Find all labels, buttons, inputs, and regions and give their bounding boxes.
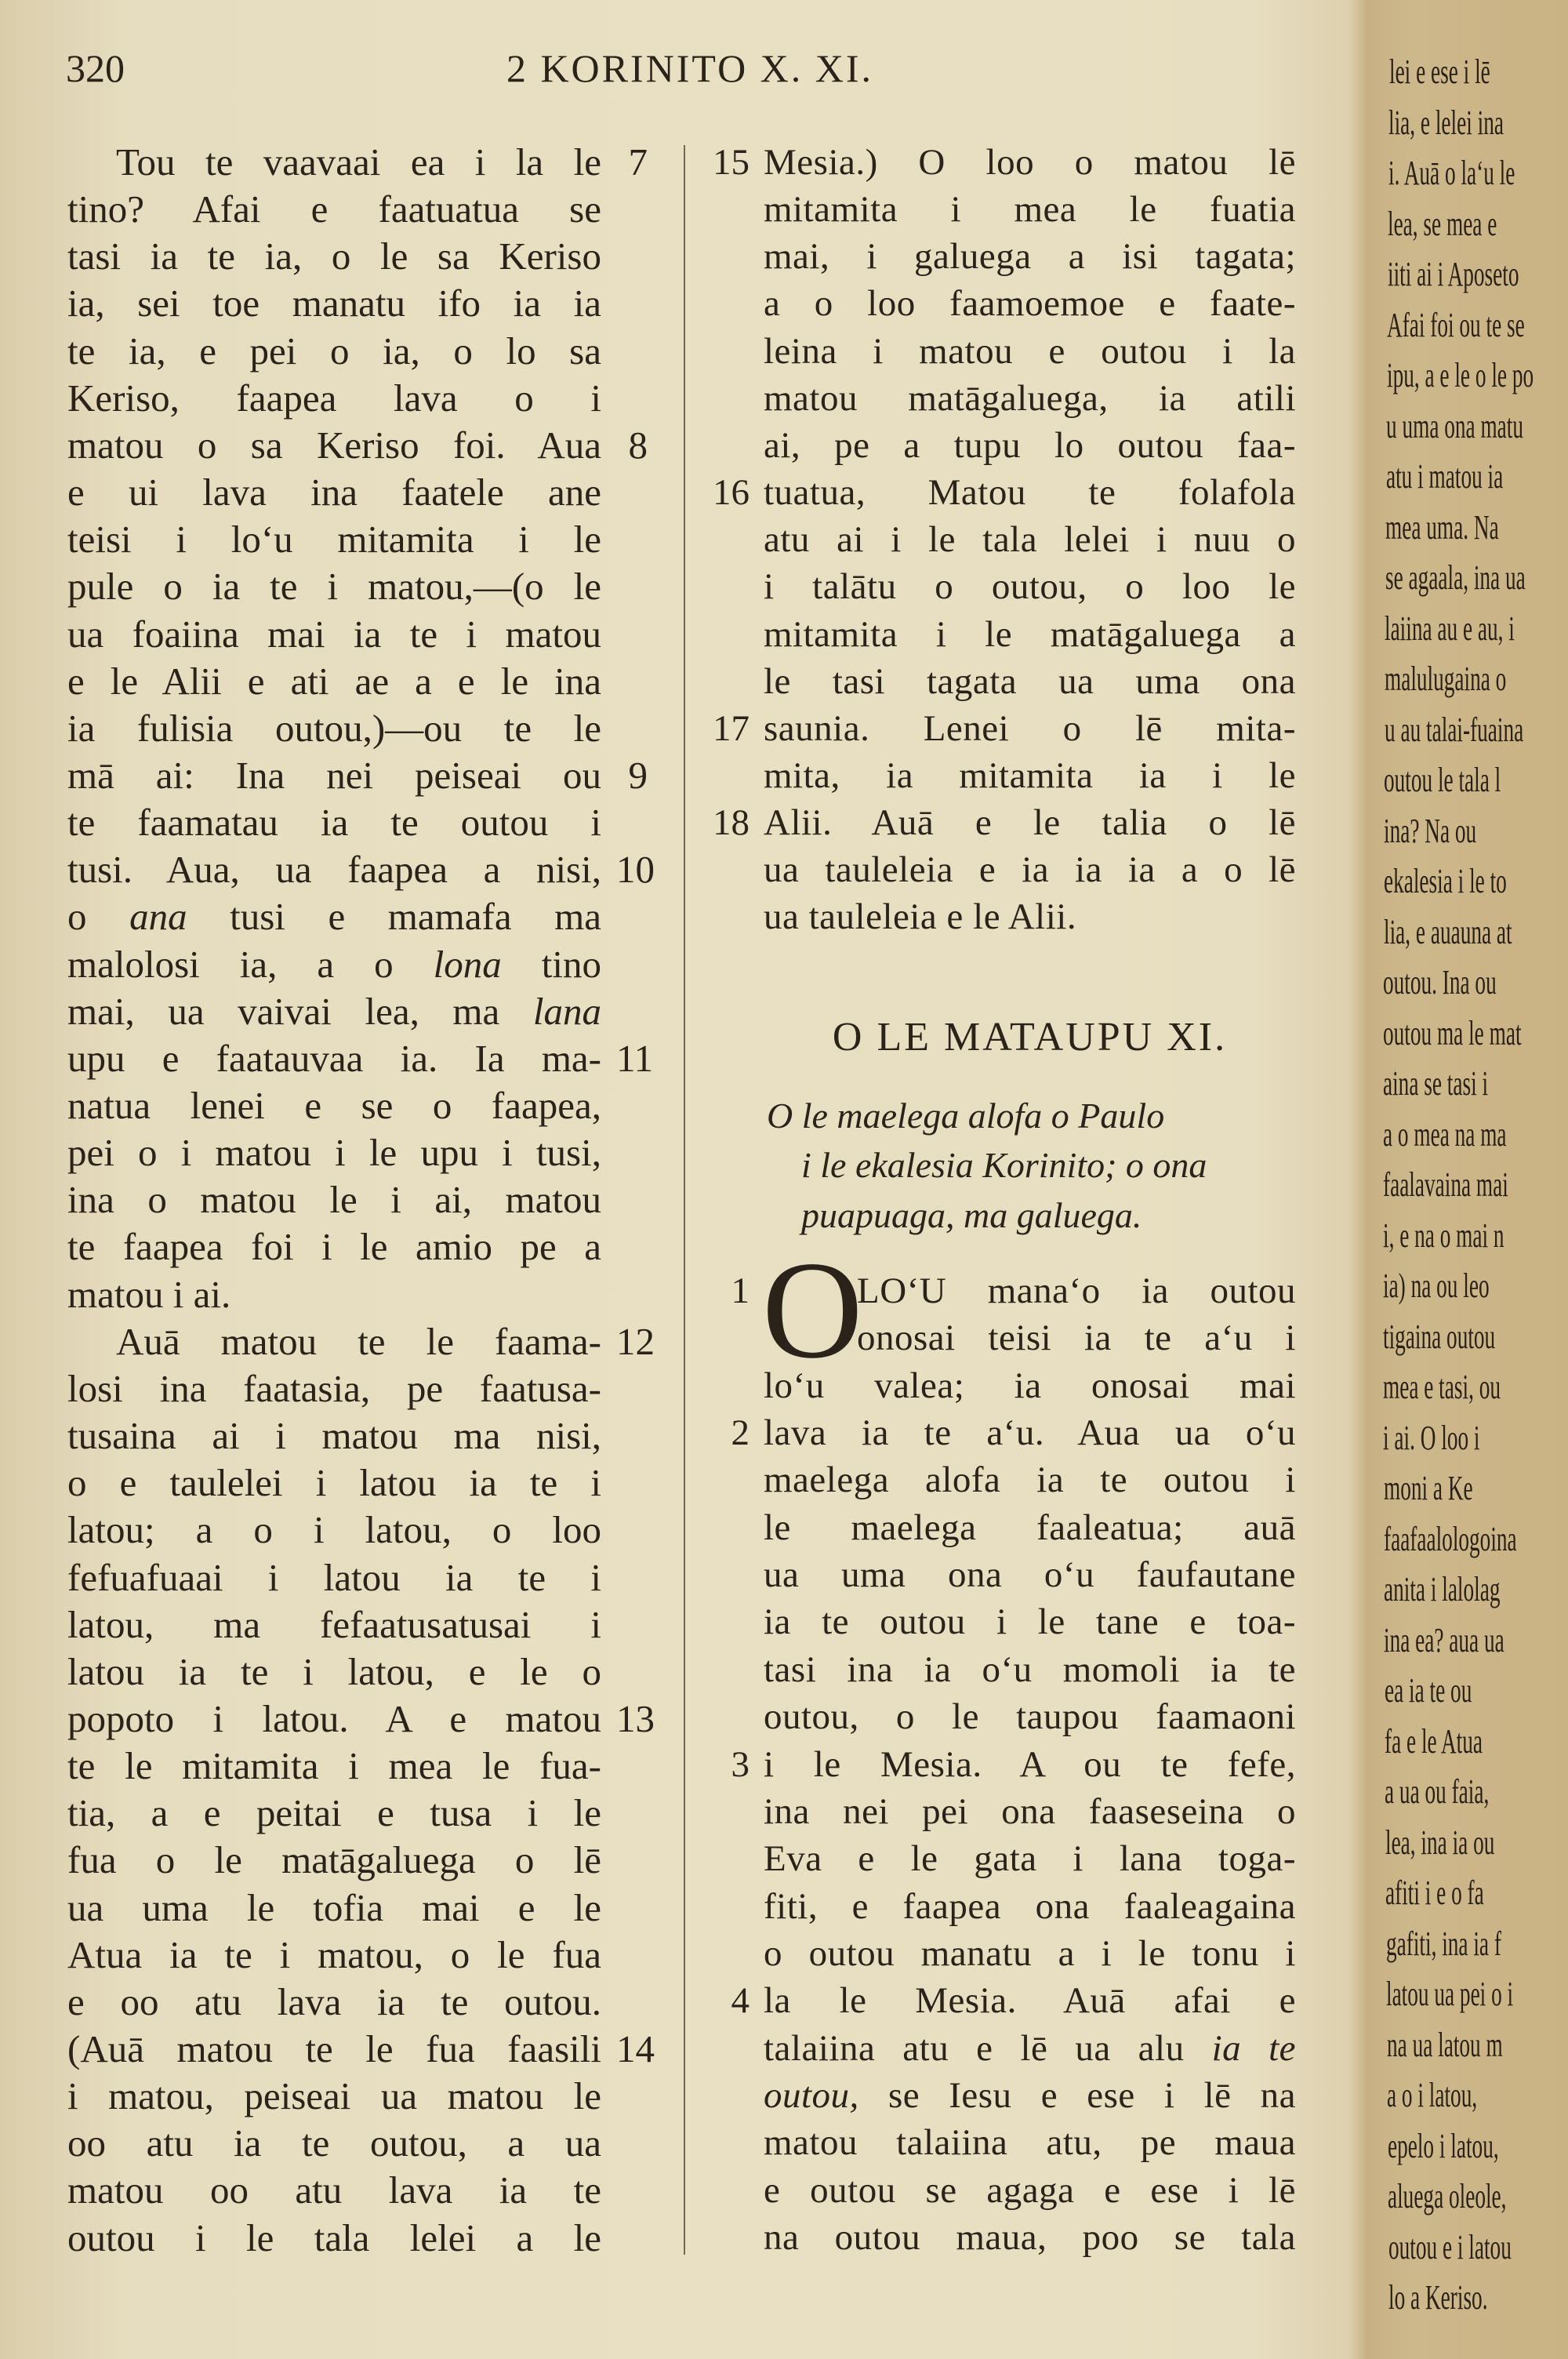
text-line: latou ia te i latou, e le o <box>67 1650 601 1693</box>
verse-number: 12 <box>616 1320 655 1363</box>
text-line: fiti, e faapea ona faaleagaina <box>764 1886 1296 1927</box>
facing-page-text-line: anita i lalolag <box>1384 1570 1501 1608</box>
facing-page-text-line: ea ia te ou <box>1385 1671 1472 1710</box>
facing-page-text-line: lea, ina ia ou <box>1385 1823 1495 1862</box>
text-line: losi ina faatasia, pe faatusa- <box>67 1367 601 1410</box>
text-line: atu ai i le tala lelei i nuu o <box>764 519 1296 560</box>
text-line <box>67 988 601 1035</box>
facing-page-text-line: faafaalologoina <box>1384 1520 1517 1558</box>
text-line: pei o i matou i le upu i tusi, <box>67 1131 601 1174</box>
text-span: tino <box>501 943 601 986</box>
text-line: tasi ia te ia, o le sa Keriso <box>67 234 601 278</box>
facing-page-text-line: se agaala, ina ua <box>1385 558 1526 597</box>
text-line: leina i matou e outou i la <box>764 331 1296 372</box>
verse-number: 1 <box>731 1270 750 1311</box>
chapter-summary-line: O le maelega alofa o Paulo <box>767 1096 1165 1136</box>
text-line <box>67 941 601 988</box>
chapter-summary-line: puapuaga, ma galuega. <box>801 1195 1142 1235</box>
text-line: e outou se agaga e ese i lē <box>764 2170 1296 2211</box>
text-line: Atua ia te i matou, o le fua <box>67 1933 601 1976</box>
facing-page-text-line: lia, e auauna at <box>1384 913 1512 951</box>
text-line: i le Mesia. A ou te fefe, <box>764 1744 1296 1785</box>
facing-page-text-line: atu i matou ia <box>1386 457 1504 496</box>
text-line <box>764 2072 1296 2119</box>
verse-number: 10 <box>616 848 655 891</box>
text-line: mai, i galuega a isi tagata; <box>764 236 1296 277</box>
text-line: e oo atu lava ia te outou. <box>67 1980 601 2023</box>
text-line: saunia. Lenei o lē mita- <box>764 708 1296 749</box>
facing-page-text-line: outou le tala l <box>1384 761 1501 799</box>
text-line: i talātu o outou, o loo le <box>764 566 1296 607</box>
italic-text: lona <box>433 943 502 986</box>
text-line: natua lenei e se o faapea, <box>67 1084 601 1127</box>
column-divider <box>684 145 685 2255</box>
text-span: talaiina atu e lē ua alu <box>764 2028 1212 2069</box>
text-line: latou; a o i latou, o loo <box>67 1508 601 1551</box>
text-line: o outou manatu a i le tonu i <box>764 1933 1296 1974</box>
text-line: Keriso, faapea lava o i <box>67 376 601 420</box>
text-line: Eva e le gata i lana toga- <box>764 1838 1296 1879</box>
text-line: te le mitamita i mea le fua- <box>67 1744 601 1787</box>
text-line: (Auā matou te le fua faasili <box>67 2027 601 2070</box>
verse-number: 3 <box>731 1744 750 1785</box>
facing-page-text-line: tigaina outou <box>1383 1318 1496 1356</box>
facing-page-text-line: outou ma le mat <box>1383 1014 1522 1052</box>
italic-text: lana <box>532 990 601 1033</box>
facing-page-text-line: outou. Ina ou <box>1383 963 1497 1001</box>
facing-page-text-line: faalavaina mai <box>1383 1165 1508 1204</box>
text-line: outou, o le taupou faamaoni <box>764 1696 1296 1737</box>
text-line: teisi i lo‘u mitamita i le <box>67 518 601 561</box>
facing-page-text-line: a o i latou, <box>1387 2076 1478 2114</box>
facing-page-text-line: i ai. O loo i <box>1383 1419 1480 1457</box>
text-line: e ui lava ina faatele ane <box>67 471 601 514</box>
text-line: e le Alii e ati ae a e le ina <box>67 660 601 703</box>
facing-page-text-line: ina ea? aua ua <box>1384 1621 1504 1659</box>
text-line: la le Mesia. Auā afai e <box>764 1980 1296 2021</box>
verse-number: 16 <box>713 472 750 513</box>
text-span: mai, ua vaivai lea, ma <box>67 990 533 1033</box>
text-line: outou i le tala lelei a le <box>67 2216 601 2259</box>
facing-page-text-line: fa e le Atua <box>1385 1722 1483 1761</box>
text-line: ai, pe a tupu lo outou faa- <box>764 425 1296 466</box>
text-line: i matou, peiseai ua matou le <box>67 2074 601 2117</box>
chapter-summary-line: i le ekalesia Korinito; o ona <box>801 1145 1207 1185</box>
text-line: mitamita i le matāgaluega a <box>764 614 1296 655</box>
text-line: ua tauleleia e ia ia ia a o lē <box>764 849 1296 890</box>
facing-page-text-line: mea e tasi, ou <box>1383 1368 1501 1406</box>
facing-page-text-line: ekalesia i le to <box>1384 862 1507 900</box>
text-line: pule o ia te i matou,—(o le <box>67 565 601 608</box>
verse-number: 8 <box>628 423 648 467</box>
text-span: tusi e mamafa ma <box>187 895 601 938</box>
text-span: o <box>67 895 130 938</box>
text-line: matou matāgaluega, ia atili <box>764 378 1296 419</box>
text-line: ua tauleleia e le Alii. <box>764 896 1077 937</box>
text-line: ua uma ona o‘u faufautane <box>764 1554 1296 1595</box>
text-line: matou i ai. <box>67 1273 231 1316</box>
facing-page-text-line: lia, e lelei ina <box>1388 104 1504 142</box>
text-span: se Iesu e ese i lē na <box>858 2075 1296 2116</box>
text-line: te faamatau ia te outou i <box>67 801 601 844</box>
verse-number: 18 <box>713 802 750 843</box>
text-line <box>764 2025 1296 2072</box>
facing-page-text-line: aina se tasi i <box>1383 1064 1489 1103</box>
facing-page-text-line: outou e i latou <box>1388 2228 1512 2266</box>
facing-page-text-line: lea, se mea e <box>1388 205 1497 243</box>
text-line: tuatua, Matou te folafola <box>764 472 1296 513</box>
text-line: na outou maua, poo se tala <box>764 2217 1296 2258</box>
text-line: matou talaiina atu, pe maua <box>764 2122 1296 2163</box>
text-line <box>67 893 601 940</box>
text-line: ina nei pei ona faaseseina o <box>764 1791 1296 1832</box>
verse-number: 2 <box>731 1412 750 1453</box>
text-line: Tou te vaavaai ea i la le <box>116 140 601 184</box>
text-line: fua o le matāgaluega o lē <box>67 1838 601 1881</box>
text-line: tusi. Aua, ua faapea a nisi, <box>67 848 601 891</box>
text-line: tia, a e peitai e tusa i le <box>67 1791 601 1834</box>
verse-number: 17 <box>713 708 750 749</box>
facing-page-text-line: epelo i latou, <box>1388 2127 1499 2165</box>
italic-text: outou, <box>764 2075 859 2116</box>
facing-page-text-line: mea uma. Na <box>1385 508 1499 547</box>
text-line: LO‘U mana‘o ia outou <box>857 1270 1296 1311</box>
text-line: Auā matou te le faama- <box>116 1320 601 1363</box>
italic-text: ia te <box>1211 2028 1296 2069</box>
verse-number: 15 <box>713 142 750 183</box>
facing-page-text-line: ipu, a e le o le po <box>1387 356 1534 394</box>
facing-page-text-line: iiti ai i Aposeto <box>1388 255 1519 293</box>
text-line: oo atu ia te outou, a ua <box>67 2121 601 2165</box>
text-line: maelega alofa ia te outou i <box>764 1459 1296 1500</box>
text-line: latou, ma fefaatusatusai i <box>67 1603 601 1646</box>
text-line: popoto i latou. A e matou <box>67 1697 601 1740</box>
verse-number: 14 <box>616 2027 655 2070</box>
text-line: te faapea foi i le amio pe a <box>67 1225 601 1268</box>
italic-text: ana <box>129 895 187 938</box>
facing-page-text-line: a ua ou faia, <box>1385 1772 1490 1811</box>
running-head: 2 KORINITO X. XI. <box>506 46 874 90</box>
facing-page-text-line: na ua latou m <box>1387 2026 1503 2064</box>
text-line: te ia, e pei o ia, o lo sa <box>67 329 601 373</box>
text-line: Alii. Auā e le talia o lē <box>764 802 1296 843</box>
facing-page-text-line: afiti i e o fa <box>1385 1874 1484 1912</box>
facing-page-text-line: lei e ese i lē <box>1389 53 1490 91</box>
text-line: mā ai: Ina nei peiseai ou <box>67 754 601 797</box>
text-line: a o loo faamoemoe e faate- <box>764 283 1296 324</box>
text-line: o e taulelei i latou ia te i <box>67 1461 601 1504</box>
text-line: ua uma le tofia mai e le <box>67 1886 601 1929</box>
text-line: onosai teisi ia te a‘u i <box>857 1318 1296 1358</box>
page-number: 320 <box>66 46 125 90</box>
facing-page-text-line: laiina au e au, i <box>1385 609 1515 648</box>
text-line: upu e faatauvaa ia. Ia ma- <box>67 1037 601 1080</box>
facing-page-edge <box>1372 47 1568 2359</box>
text-line: ia fulisia outou,)—ou te le <box>67 707 601 750</box>
text-line: le tasi tagata ua uma ona <box>764 661 1296 702</box>
facing-page-text-line: latou ua pei o i <box>1386 1975 1514 2013</box>
facing-page-text-line: u uma ona matu <box>1386 407 1524 445</box>
text-line: ia, sei toe manatu ifo ia ia <box>67 282 601 325</box>
facing-page-text-line: lo a Keriso. <box>1388 2278 1488 2317</box>
facing-page-text-line: moni a Ke <box>1384 1469 1473 1507</box>
facing-page-text-line: Afai foi ou te se <box>1387 306 1525 344</box>
facing-page-text-line: ia) na ou leo <box>1383 1267 1490 1305</box>
facing-page-text-line: malulugaina o <box>1385 660 1507 698</box>
text-line: mitamita i mea le fuatia <box>764 189 1296 230</box>
facing-page-text-line: ina? Na ou <box>1384 812 1477 850</box>
verse-number: 7 <box>628 140 648 184</box>
text-line: fefuafuaai i latou ia te i <box>67 1556 601 1599</box>
facing-page-text-line: i. Auā o la‘u le <box>1388 154 1515 192</box>
text-line: mita, ia mitamita ia i le <box>764 755 1296 796</box>
facing-page-text-line: aluega oleole, <box>1388 2177 1507 2215</box>
verse-number: 11 <box>616 1037 654 1080</box>
text-line: ina o matou le i ai, matou <box>67 1178 601 1221</box>
text-line: matou oo atu lava ia te <box>67 2168 601 2212</box>
drop-cap: O <box>762 1232 863 1387</box>
text-line: tasi ina ia o‘u momoli ia te <box>764 1649 1296 1690</box>
facing-page-text-line: a o mea na ma <box>1383 1115 1507 1154</box>
text-line: le maelega faaleatua; auā <box>764 1507 1296 1548</box>
verse-number: 13 <box>616 1697 655 1740</box>
text-line: matou o sa Keriso foi. Aua <box>67 423 601 467</box>
text-line: lava ia te a‘u. Aua ua o‘u <box>764 1412 1296 1453</box>
text-line: lo‘u valea; ia onosai mai <box>764 1365 1296 1406</box>
text-line: tusaina ai i matou ma nisi, <box>67 1414 601 1457</box>
text-line: ia te outou i le tane e toa- <box>764 1601 1296 1642</box>
facing-page-text-line: u au talai-fuaina <box>1385 711 1524 749</box>
facing-page-text-line: i, e na o mai n <box>1383 1216 1504 1255</box>
verse-number: 9 <box>628 754 648 797</box>
chapter-heading: O LE MATAUPU XI. <box>832 1015 1228 1060</box>
text-span: malolosi ia, a o <box>67 943 434 986</box>
text-line: tino? Afai e faatuatua se <box>67 187 601 231</box>
text-line: ua foaiina mai ia te i matou <box>67 612 601 656</box>
verse-number: 4 <box>731 1980 750 2021</box>
facing-page-text-line: gafiti, ina ia f <box>1386 1925 1501 1963</box>
text-line: Mesia.) O loo o matou lē <box>764 142 1296 183</box>
